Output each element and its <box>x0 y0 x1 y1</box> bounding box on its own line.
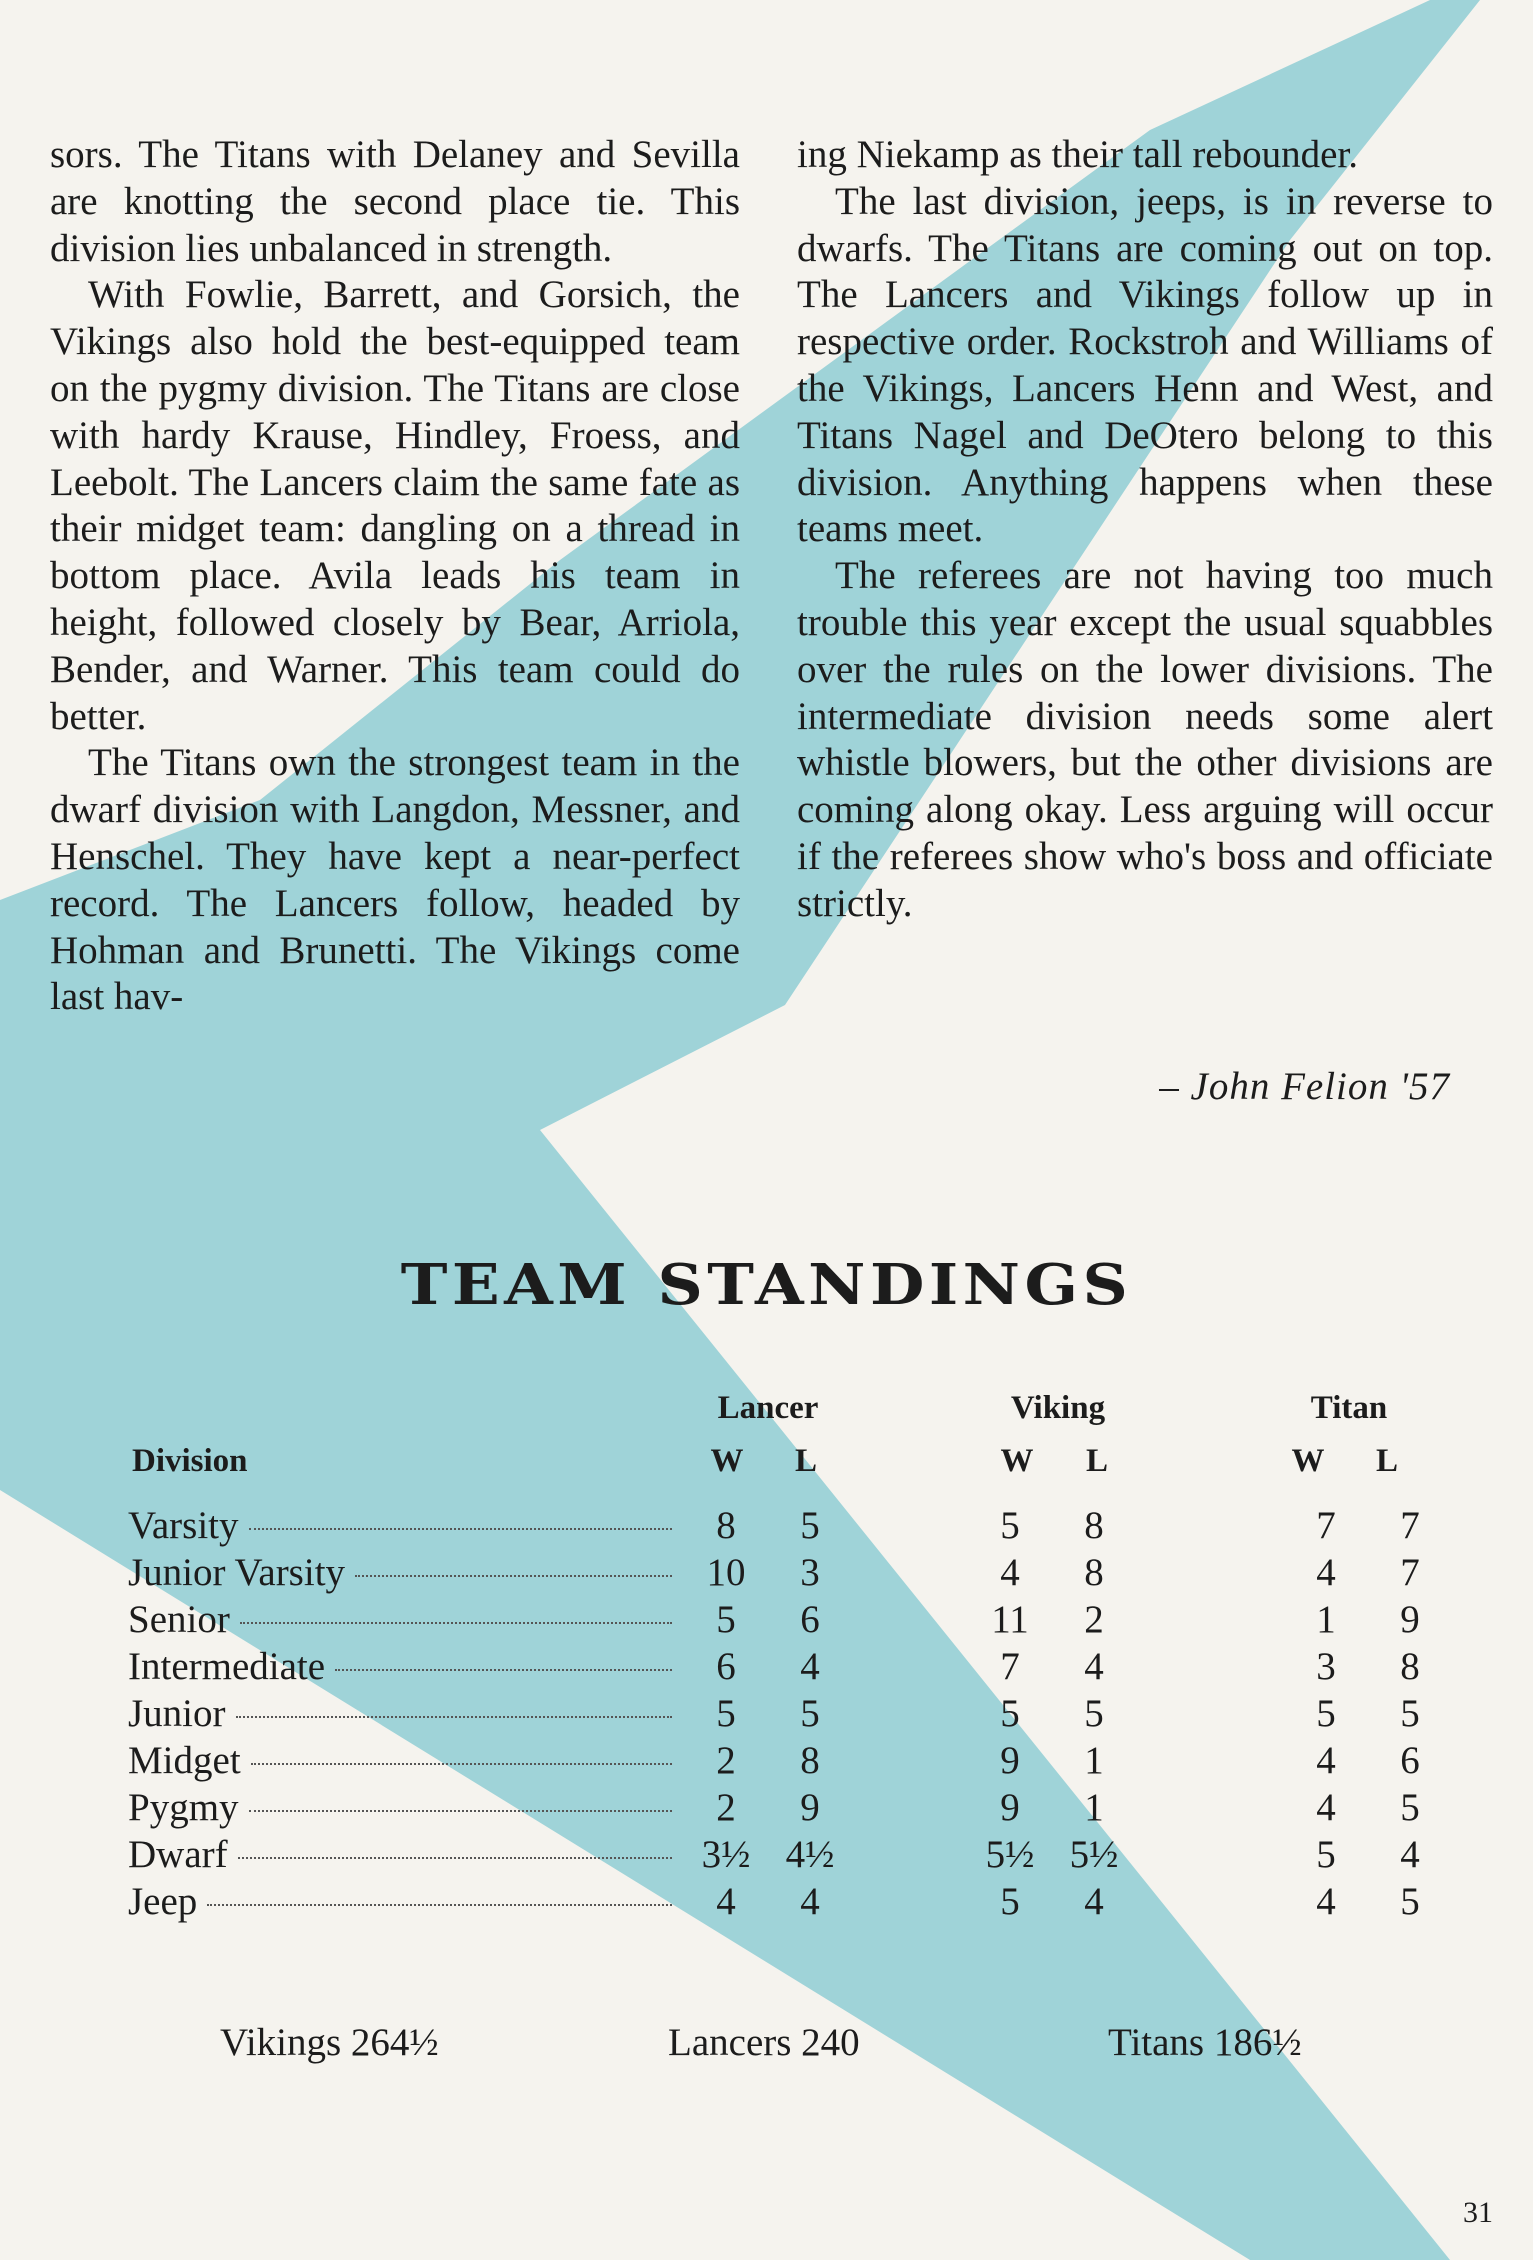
standing-value: 7 <box>1400 1504 1420 1547</box>
lancer-win-header: W <box>710 1443 744 1479</box>
team-header-titan: Titan <box>1310 1390 1388 1426</box>
standings-row <box>128 1831 1452 1878</box>
standings-row <box>128 1878 1452 1925</box>
division-leader <box>128 1549 684 1596</box>
standing-value: 5 <box>1084 1692 1104 1735</box>
paragraph: The Titans own the strongest team in the dwarf division with Langdon, Messner, and Henschel. They have kept a near-perfect record. The Lancers follow, headed by Hohman and Brunetti. The Vikings come last hav- <box>50 741 740 1019</box>
standing-value: 10 <box>706 1551 746 1594</box>
standing-value: 3 <box>800 1551 820 1594</box>
standing-value: 4 <box>800 1880 820 1923</box>
division-leader <box>128 1643 684 1690</box>
division-leader <box>128 1737 684 1784</box>
standing-value: 2 <box>1084 1598 1104 1641</box>
division-name: Varsity <box>128 1504 239 1547</box>
division-leader <box>128 1502 684 1549</box>
standing-value: 4 <box>1084 1880 1104 1923</box>
dot-leader <box>355 1574 672 1577</box>
division-name: Pygmy <box>128 1786 239 1829</box>
team-header-viking: Viking <box>1010 1390 1106 1426</box>
standing-value: 8 <box>1400 1645 1420 1688</box>
article-right-column <box>797 132 1493 928</box>
standing-value: 4 <box>1400 1833 1420 1876</box>
standing-value: 7 <box>1400 1551 1420 1594</box>
standing-value: 2 <box>716 1739 736 1782</box>
standing-value: 5 <box>800 1504 820 1547</box>
standings-row <box>128 1549 1452 1596</box>
article-left-column <box>50 132 740 1021</box>
standing-value: 5½ <box>1069 1833 1119 1876</box>
dot-leader <box>335 1668 672 1671</box>
division-leader <box>128 1596 684 1643</box>
standings-row <box>128 1596 1452 1643</box>
standing-value: 3½ <box>701 1833 751 1876</box>
division-column-header: Division <box>132 1443 248 1479</box>
standing-value: 5 <box>1000 1880 1020 1923</box>
standings-row <box>128 1737 1452 1784</box>
page-number: 31 <box>1463 2196 1493 2229</box>
division-leader <box>128 1784 684 1831</box>
standings-table <box>128 1502 1452 1925</box>
standing-value: 8 <box>1084 1551 1104 1594</box>
standing-value: 4 <box>1316 1786 1336 1829</box>
standing-value: 8 <box>716 1504 736 1547</box>
standing-value: 4 <box>716 1880 736 1923</box>
dot-leader <box>249 1809 672 1812</box>
standings-row <box>128 1502 1452 1549</box>
division-name: Intermediate <box>128 1645 326 1688</box>
total-titans: Titans 186½ <box>1108 2021 1302 2064</box>
standing-value: 6 <box>1400 1739 1420 1782</box>
lancer-loss-header: L <box>794 1443 817 1479</box>
viking-loss-header: L <box>1085 1443 1108 1479</box>
standings-row <box>128 1643 1452 1690</box>
standing-value: 6 <box>716 1645 736 1688</box>
standing-value: 8 <box>800 1739 820 1782</box>
division-leader <box>128 1831 684 1878</box>
standing-value: 1 <box>1084 1786 1104 1829</box>
standing-value: 5 <box>1000 1692 1020 1735</box>
standing-value: 5 <box>800 1692 820 1735</box>
standing-value: 5 <box>1400 1692 1420 1735</box>
standings-row <box>128 1690 1452 1737</box>
standing-value: 5 <box>1400 1786 1420 1829</box>
division-name: Junior <box>128 1692 226 1735</box>
standings-row <box>128 1784 1452 1831</box>
viking-win-header: W <box>1000 1443 1034 1479</box>
paragraph: ing Niekamp as their tall rebounder. <box>797 133 1359 176</box>
standing-value: 5 <box>716 1598 736 1641</box>
standing-value: 7 <box>1316 1504 1336 1547</box>
titan-win-header: W <box>1291 1443 1325 1479</box>
paragraph: With Fowlie, Barrett, and Gorsich, the Vikings also hold the best-equipped team on the pygmy division. The Titans are close with hardy Krause, Hindley, Froess, and Leebolt. The Lancers claim the same fate as their midget team: dangling on a thread in bottom place. Avila leads his team in height, followed closely by Bear, Arriola, Bender, and Warner. This team could do better. <box>50 273 740 738</box>
dot-leader <box>249 1527 673 1530</box>
standing-value: 5 <box>1316 1833 1336 1876</box>
standing-value: 11 <box>991 1598 1029 1641</box>
standing-value: 1 <box>1316 1598 1336 1641</box>
standing-value: 4 <box>1000 1551 1020 1594</box>
standing-value: 1 <box>1084 1739 1104 1782</box>
standing-value: 5 <box>1000 1504 1020 1547</box>
standing-value: 4½ <box>785 1833 835 1876</box>
total-vikings: Vikings 264½ <box>220 2021 439 2064</box>
standing-value: 8 <box>1084 1504 1104 1547</box>
division-name: Jeep <box>128 1880 198 1923</box>
standing-value: 9 <box>800 1786 820 1829</box>
dot-leader <box>238 1856 672 1859</box>
dot-leader <box>236 1715 673 1718</box>
standing-value: 5 <box>1400 1880 1420 1923</box>
standing-value: 4 <box>1316 1739 1336 1782</box>
standings-title: TEAM STANDINGS <box>400 1252 1133 1318</box>
standing-value: 7 <box>1000 1645 1020 1688</box>
standing-value: 5½ <box>985 1833 1035 1876</box>
paragraph: sors. The Titans with Delaney and Sevilla are knotting the second place tie. This division lies unbalanced in strength. <box>50 133 740 270</box>
standing-value: 2 <box>716 1786 736 1829</box>
standing-value: 9 <box>1000 1739 1020 1782</box>
team-header-lancer: Lancer <box>717 1390 819 1426</box>
dot-leader <box>240 1621 672 1624</box>
standing-value: 4 <box>1316 1880 1336 1923</box>
division-name: Senior <box>128 1598 230 1641</box>
author-signature: – John Felion '57 <box>1159 1065 1450 1108</box>
standing-value: 4 <box>1084 1645 1104 1688</box>
standing-value: 5 <box>716 1692 736 1735</box>
standing-value: 4 <box>800 1645 820 1688</box>
division-leader <box>128 1690 684 1737</box>
standing-value: 6 <box>800 1598 820 1641</box>
total-lancers: Lancers 240 <box>668 2021 860 2064</box>
paragraph: The referees are not having too much trouble this year except the usual squabbles over the rules on the lower divisions. The intermediate division needs some alert whistle blowers, but the other divisions are coming along okay. Less arguing will occur if the referees show who's boss and officiate strictly. <box>797 554 1493 925</box>
division-name: Junior Varsity <box>128 1551 346 1594</box>
dot-leader <box>251 1762 672 1765</box>
paragraph: The last division, jeeps, is in reverse to dwarfs. The Titans are coming out on top. The Lancers and Vikings follow up in respective order. Rockstroh and Williams of the Vikings, Lancers Henn and West, and Titans Nagel and DeOtero belong to this division. Anything happens when these teams meet. <box>797 179 1493 551</box>
division-name: Dwarf <box>128 1833 228 1876</box>
standing-value: 4 <box>1316 1551 1336 1594</box>
titan-loss-header: L <box>1375 1443 1398 1479</box>
standing-value: 9 <box>1400 1598 1420 1641</box>
standing-value: 3 <box>1316 1645 1336 1688</box>
standing-value: 9 <box>1000 1786 1020 1829</box>
division-leader <box>128 1878 684 1925</box>
dot-leader <box>207 1903 672 1906</box>
division-name: Midget <box>128 1739 241 1782</box>
standing-value: 5 <box>1316 1692 1336 1735</box>
